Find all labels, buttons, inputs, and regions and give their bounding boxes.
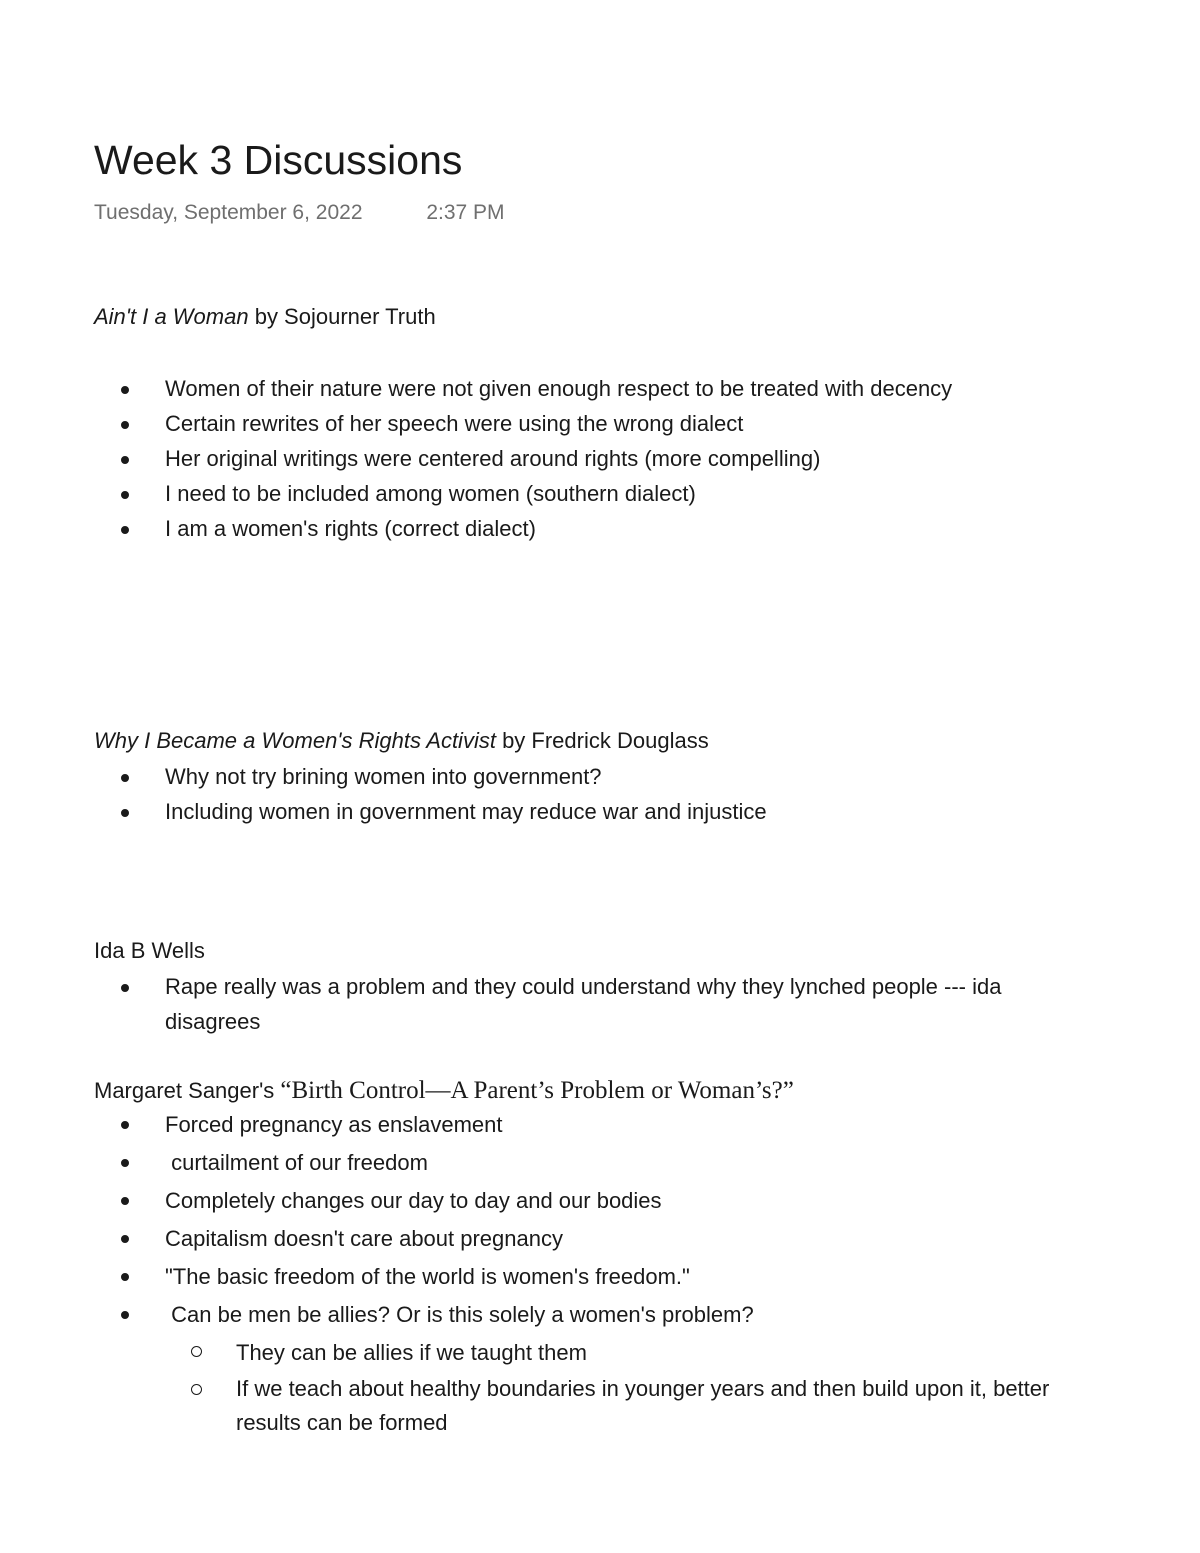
list-item: I am a women's rights (correct dialect) [0, 511, 1200, 546]
list-item: Women of their nature were not given enough respect to be treated with decency [0, 371, 1200, 406]
section-list-truth [0, 371, 1200, 546]
bullet-icon [121, 1197, 129, 1205]
note-time: 2:37 PM [426, 201, 505, 224]
bullet-icon [121, 1235, 129, 1243]
work-author: Margaret Sanger's [94, 1078, 281, 1103]
list-item: "The basic freedom of the world is women's freedom." [0, 1258, 1200, 1296]
list-item: Rape really was a problem and they could understand why they lynched people --- ida disagrees [0, 969, 1200, 1039]
list-item: I need to be included among women (southern dialect) [0, 476, 1200, 511]
note-date: Tuesday, September 6, 2022 [94, 201, 363, 224]
bullet-icon [121, 421, 129, 429]
section-heading-truth [94, 302, 436, 332]
list-item: Completely changes our day to day and our bodies [0, 1182, 1200, 1220]
note-timestamp [94, 198, 505, 228]
list-item: Forced pregnancy as enslavement [0, 1106, 1200, 1144]
hollow-bullet-icon [191, 1346, 202, 1357]
list-item: Can be men be allies? Or is this solely a women's problem? [0, 1296, 1200, 1334]
bullet-icon [121, 1311, 129, 1319]
hollow-bullet-icon [191, 1384, 202, 1395]
list-item: Capitalism doesn't care about pregnancy [0, 1220, 1200, 1258]
bullet-icon [121, 526, 129, 534]
bullet-icon [121, 984, 129, 992]
bullet-icon [121, 1121, 129, 1129]
bullet-icon [121, 386, 129, 394]
work-author: by Fredrick Douglass [495, 728, 709, 753]
section-heading-wells: Ida B Wells [94, 938, 205, 963]
work-title: “Birth Control—A Parent’s Problem or Woman’s?” [280, 1077, 794, 1104]
list-item: Her original writings were centered around rights (more compelling) [0, 441, 1200, 476]
sub-list-item: If we teach about healthy boundaries in younger years and then build upon it, better results can be formed [0, 1372, 1200, 1440]
bullet-icon [121, 456, 129, 464]
section-heading-douglass [94, 726, 709, 756]
section-heading-sanger [94, 1076, 794, 1106]
list-item: Why not try brining women into government? [0, 759, 1200, 794]
work-title: Ain't I a Woman [94, 304, 249, 329]
sub-list-item: They can be allies if we taught them [0, 1334, 1200, 1372]
section-list-sanger [0, 1106, 1200, 1440]
section-list-douglass [0, 759, 1200, 829]
list-item: Including women in government may reduce war and injustice [0, 794, 1200, 829]
list-item: curtailment of our freedom [0, 1144, 1200, 1182]
section-list-wells [0, 969, 1200, 1039]
bullet-icon [121, 809, 129, 817]
work-author: by Sojourner Truth [248, 304, 436, 329]
work-title: Why I Became a Women's Rights Activist [94, 728, 496, 753]
list-item: Certain rewrites of her speech were using the wrong dialect [0, 406, 1200, 441]
bullet-icon [121, 1273, 129, 1281]
bullet-icon [121, 1159, 129, 1167]
bullet-icon [121, 774, 129, 782]
page-title: Week 3 Discussions [94, 137, 463, 183]
bullet-icon [121, 491, 129, 499]
